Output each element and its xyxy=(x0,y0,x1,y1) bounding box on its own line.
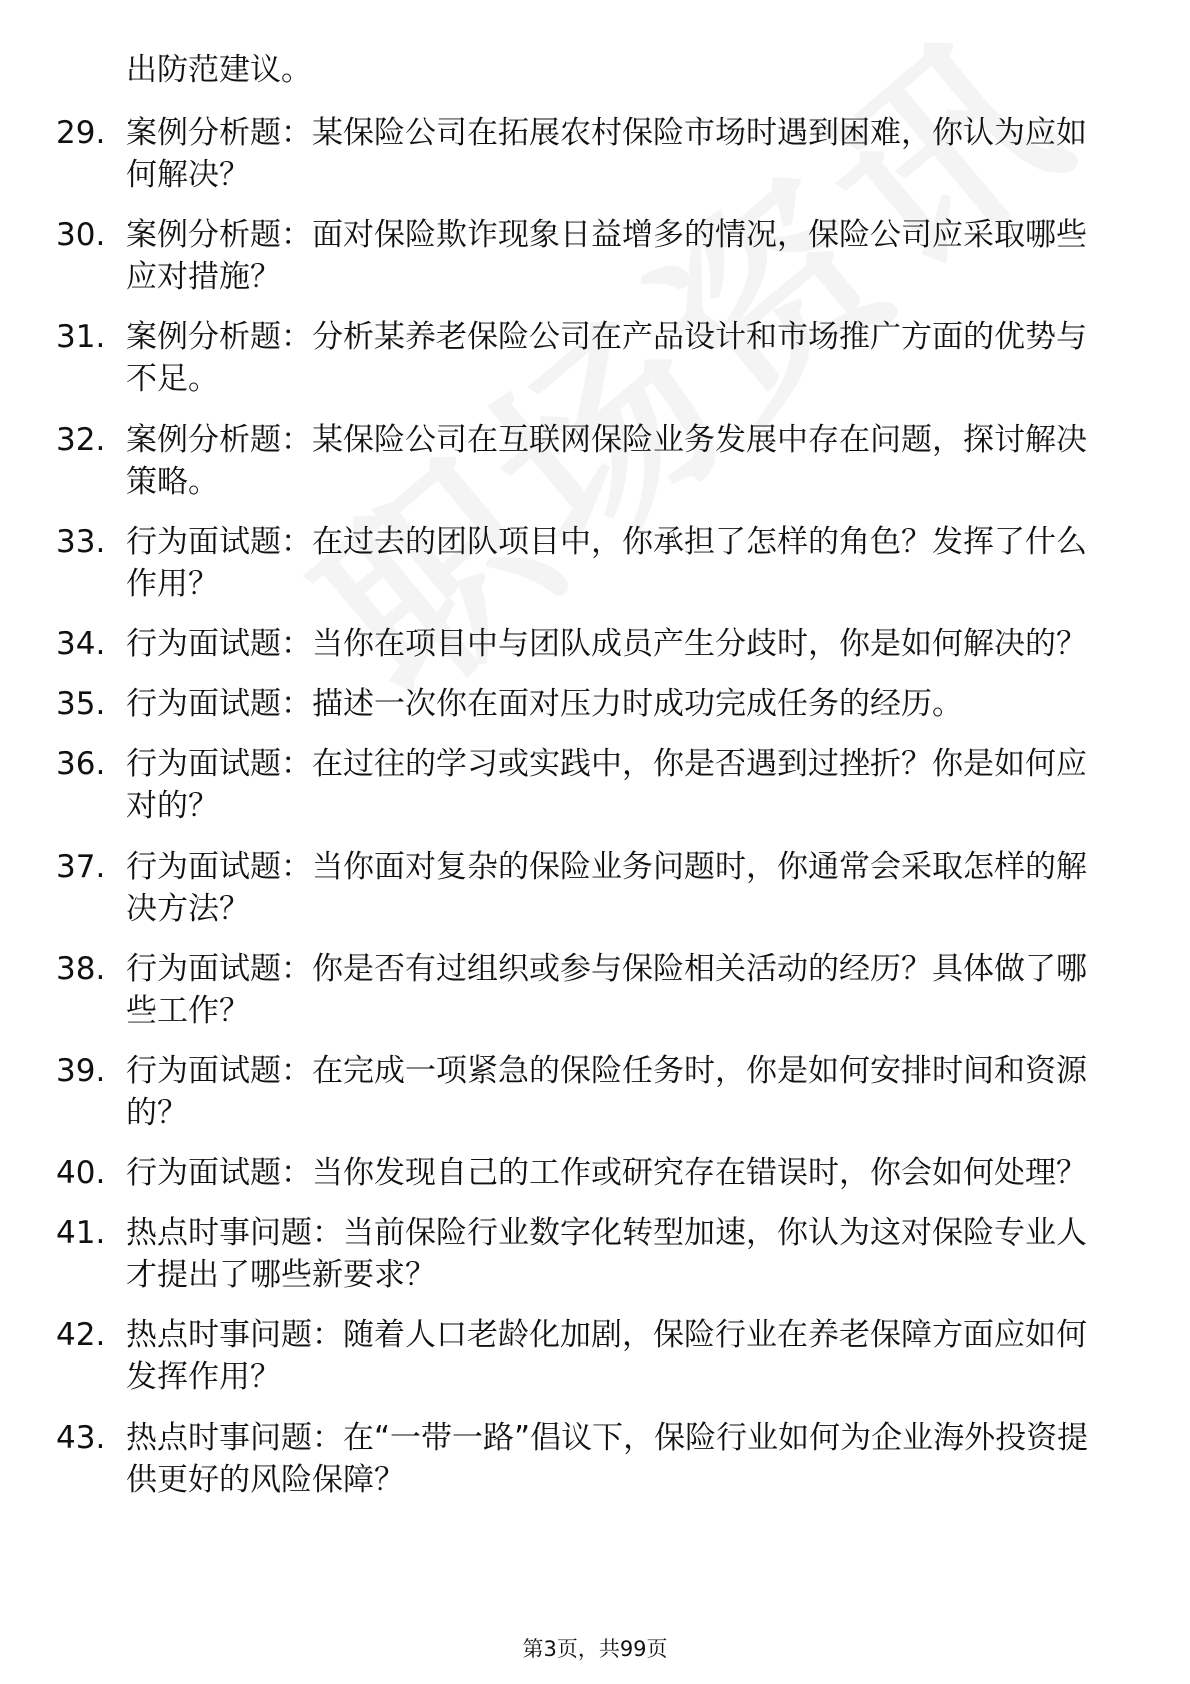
question-text: 行为面试题：当你面对复杂的保险业务问题时，你通常会采取怎样的解决方法？ xyxy=(126,848,1087,927)
question-text: 热点时事问题：在“一带一路”倡议下，保险行业如何为企业海外投资提供更好的风险保障？ xyxy=(126,1419,1089,1498)
question-number: 31. xyxy=(56,319,106,356)
question-item xyxy=(0,419,1190,503)
question-text: 行为面试题：描述一次你在面对压力时成功完成任务的经历。 xyxy=(126,686,963,723)
question-text: 行为面试题：当你在项目中与团队成员产生分歧时，你是如何解决的？ xyxy=(126,625,1087,662)
question-number: 37. xyxy=(56,848,106,885)
question-text: 行为面试题：在完成一项紧急的保险任务时，你是如何安排时间和资源的？ xyxy=(126,1052,1087,1131)
question-item xyxy=(0,521,1190,605)
question-item xyxy=(0,214,1190,298)
question-text: 案例分析题：分析某养老保险公司在产品设计和市场推广方面的优势与不足。 xyxy=(126,319,1087,398)
question-text: 行为面试题：在过去的团队项目中，你承担了怎样的角色？发挥了什么作用？ xyxy=(126,523,1087,602)
question-number: 30. xyxy=(56,217,106,254)
question-number: 34. xyxy=(56,625,106,662)
question-number: 35. xyxy=(56,686,106,723)
question-number: 41. xyxy=(56,1215,106,1252)
question-number: 33. xyxy=(56,523,106,560)
question-item xyxy=(0,683,1190,725)
question-item xyxy=(0,623,1190,665)
question-number: 39. xyxy=(56,1052,106,1089)
question-item xyxy=(0,1050,1190,1134)
question-text: 热点时事问题：当前保险行业数字化转型加速，你认为这对保险专业人才提出了哪些新要求？ xyxy=(126,1215,1087,1294)
question-number: 43. xyxy=(56,1419,106,1456)
question-text: 行为面试题：在过往的学习或实践中，你是否遇到过挫折？你是如何应对的？ xyxy=(126,746,1087,825)
question-text: 行为面试题：你是否有过组织或参与保险相关活动的经历？具体做了哪些工作？ xyxy=(126,950,1087,1029)
question-text: 热点时事问题：随着人口老龄化加剧，保险行业在养老保障方面应如何发挥作用？ xyxy=(126,1317,1087,1396)
question-item xyxy=(0,1212,1190,1296)
question-text: 案例分析题：面对保险欺诈现象日益增多的情况，保险公司应采取哪些应对措施？ xyxy=(126,217,1087,296)
question-item xyxy=(0,743,1190,827)
question-item xyxy=(0,1152,1190,1194)
question-text: 行为面试题：当你发现自己的工作或研究存在错误时，你会如何处理？ xyxy=(126,1155,1087,1192)
question-list xyxy=(0,112,1190,1519)
question-number: 38. xyxy=(56,950,106,987)
question-item xyxy=(0,846,1190,930)
question-number: 29. xyxy=(56,115,106,151)
question-number: 32. xyxy=(56,421,106,458)
question-number: 40. xyxy=(56,1155,106,1192)
question-item xyxy=(0,1417,1190,1501)
question-item xyxy=(0,1314,1190,1398)
question-item xyxy=(0,948,1190,1032)
question-number: 42. xyxy=(56,1317,106,1354)
continuation-text: 出防范建议。 xyxy=(126,52,312,88)
question-text: 案例分析题：某保险公司在互联网保险业务发展中存在问题，探讨解决策略。 xyxy=(126,421,1087,500)
question-item xyxy=(0,112,1190,196)
page-footer: 第3页，共99页 xyxy=(522,1637,668,1661)
question-text: 案例分析题：某保险公司在拓展农村保险市场时遇到困难，你认为应如何解决？ xyxy=(126,115,1087,193)
question-number: 36. xyxy=(56,746,106,783)
question-item xyxy=(0,316,1190,400)
